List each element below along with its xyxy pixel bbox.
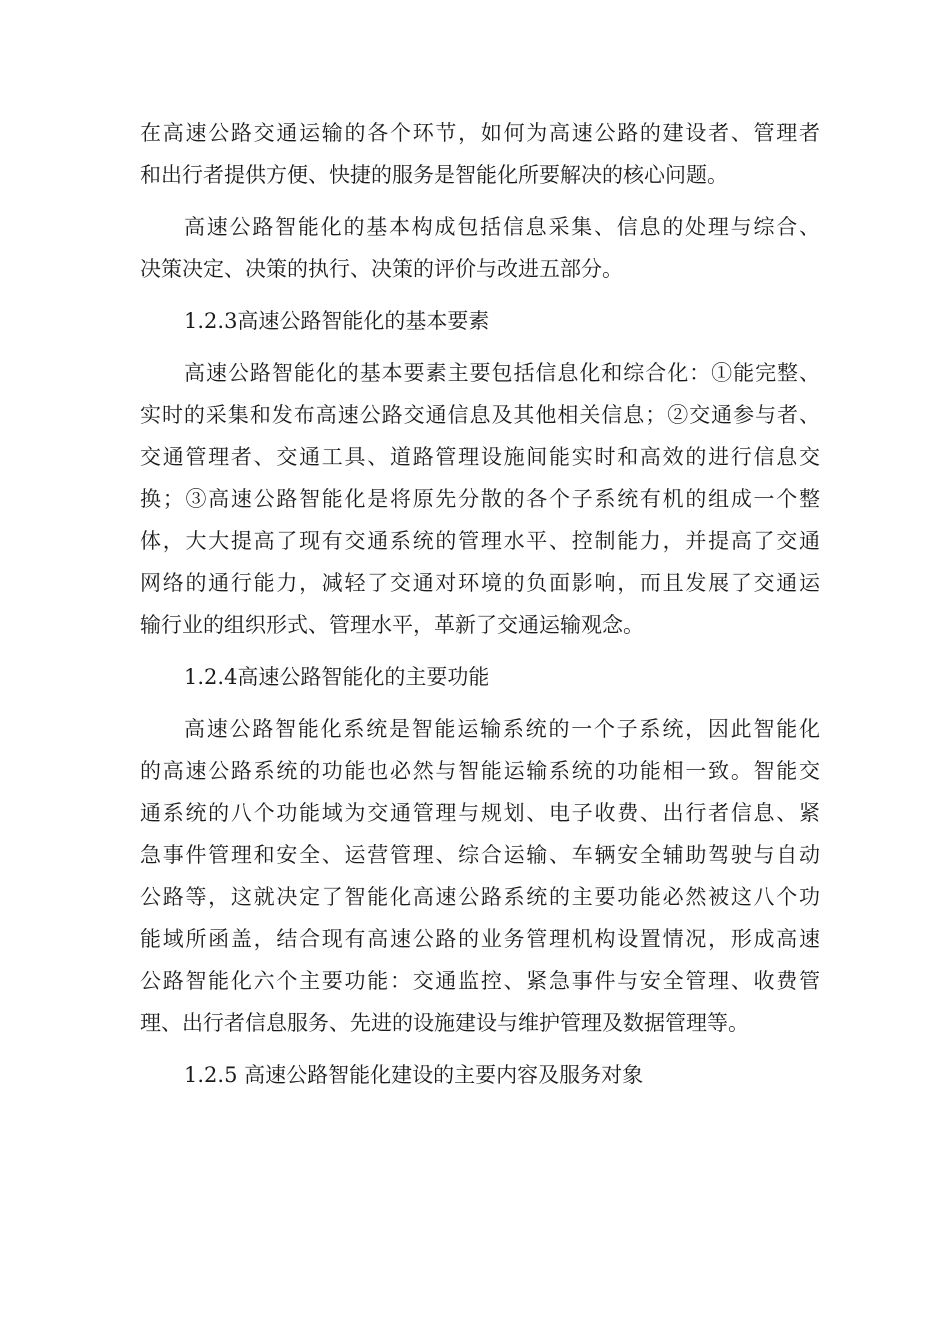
text-line: 高速公路智能化系统是智能运输系统的一个子系统，因此智能化 xyxy=(184,717,820,741)
text-line: 网络的通行能力，减轻了交通对环境的负面影响，而且发展了交通运 xyxy=(140,571,820,595)
text-line: 交通管理者、交通工具、道路管理设施间能实时和高效的进行信息交 xyxy=(140,445,820,469)
text-line: 实时的采集和发布高速公路交通信息及其他相关信息；②交通参与者、 xyxy=(140,403,820,427)
text-line: 公路等，这就决定了智能化高速公路系统的主要功能必然被这八个功 xyxy=(140,885,820,909)
paragraph-basic-elements xyxy=(140,352,820,646)
text-line: 的高速公路系统的功能也必然与智能运输系统的功能相一致。智能交 xyxy=(140,759,820,783)
text-line: 在高速公路交通运输的各个环节，如何为高速公路的建设者、管理者 xyxy=(140,121,820,145)
paragraph-composition xyxy=(140,206,820,290)
text-line: 体，大大提高了现有交通系统的管理水平、控制能力，并提高了交通 xyxy=(140,529,820,553)
text-line: 输行业的组织形式、管理水平，革新了交通运输观念。 xyxy=(140,613,644,637)
text-line: 换；③高速公路智能化是将原先分散的各个子系统有机的组成一个整 xyxy=(140,487,820,511)
section-heading-1-2-3 xyxy=(140,300,820,342)
paragraph-intro xyxy=(140,112,820,196)
text-line: 理、出行者信息服务、先进的设施建设与维护管理及数据管理等。 xyxy=(140,1011,749,1035)
text-line: 急事件管理和安全、运营管理、综合运输、车辆安全辅助驾驶与自动 xyxy=(140,843,820,867)
text-line: 和出行者提供方便、快捷的服务是智能化所要解决的核心问题。 xyxy=(140,163,728,187)
text-line: 高速公路智能化的基本要素主要包括信息化和综合化：①能完整、 xyxy=(184,361,820,385)
text-line: 公路智能化六个主要功能：交通监控、紧急事件与安全管理、收费管 xyxy=(140,969,820,993)
section-heading: 1.2.3高速公路智能化的基本要素 xyxy=(184,309,490,333)
section-heading: 1.2.5 高速公路智能化建设的主要内容及服务对象 xyxy=(184,1063,644,1087)
section-heading: 1.2.4高速公路智能化的主要功能 xyxy=(184,665,490,689)
section-heading-1-2-4 xyxy=(140,656,820,698)
text-line: 决策决定、决策的执行、决策的评价与改进五部分。 xyxy=(140,257,623,281)
document-body xyxy=(140,112,820,1096)
text-line: 高速公路智能化的基本构成包括信息采集、信息的处理与综合、 xyxy=(184,215,820,239)
text-line: 通系统的八个功能域为交通管理与规划、电子收费、出行者信息、紧 xyxy=(140,801,820,825)
text-line: 能域所函盖，结合现有高速公路的业务管理机构设置情况，形成高速 xyxy=(140,927,820,951)
section-heading-1-2-5 xyxy=(140,1054,820,1096)
paragraph-main-functions xyxy=(140,708,820,1044)
